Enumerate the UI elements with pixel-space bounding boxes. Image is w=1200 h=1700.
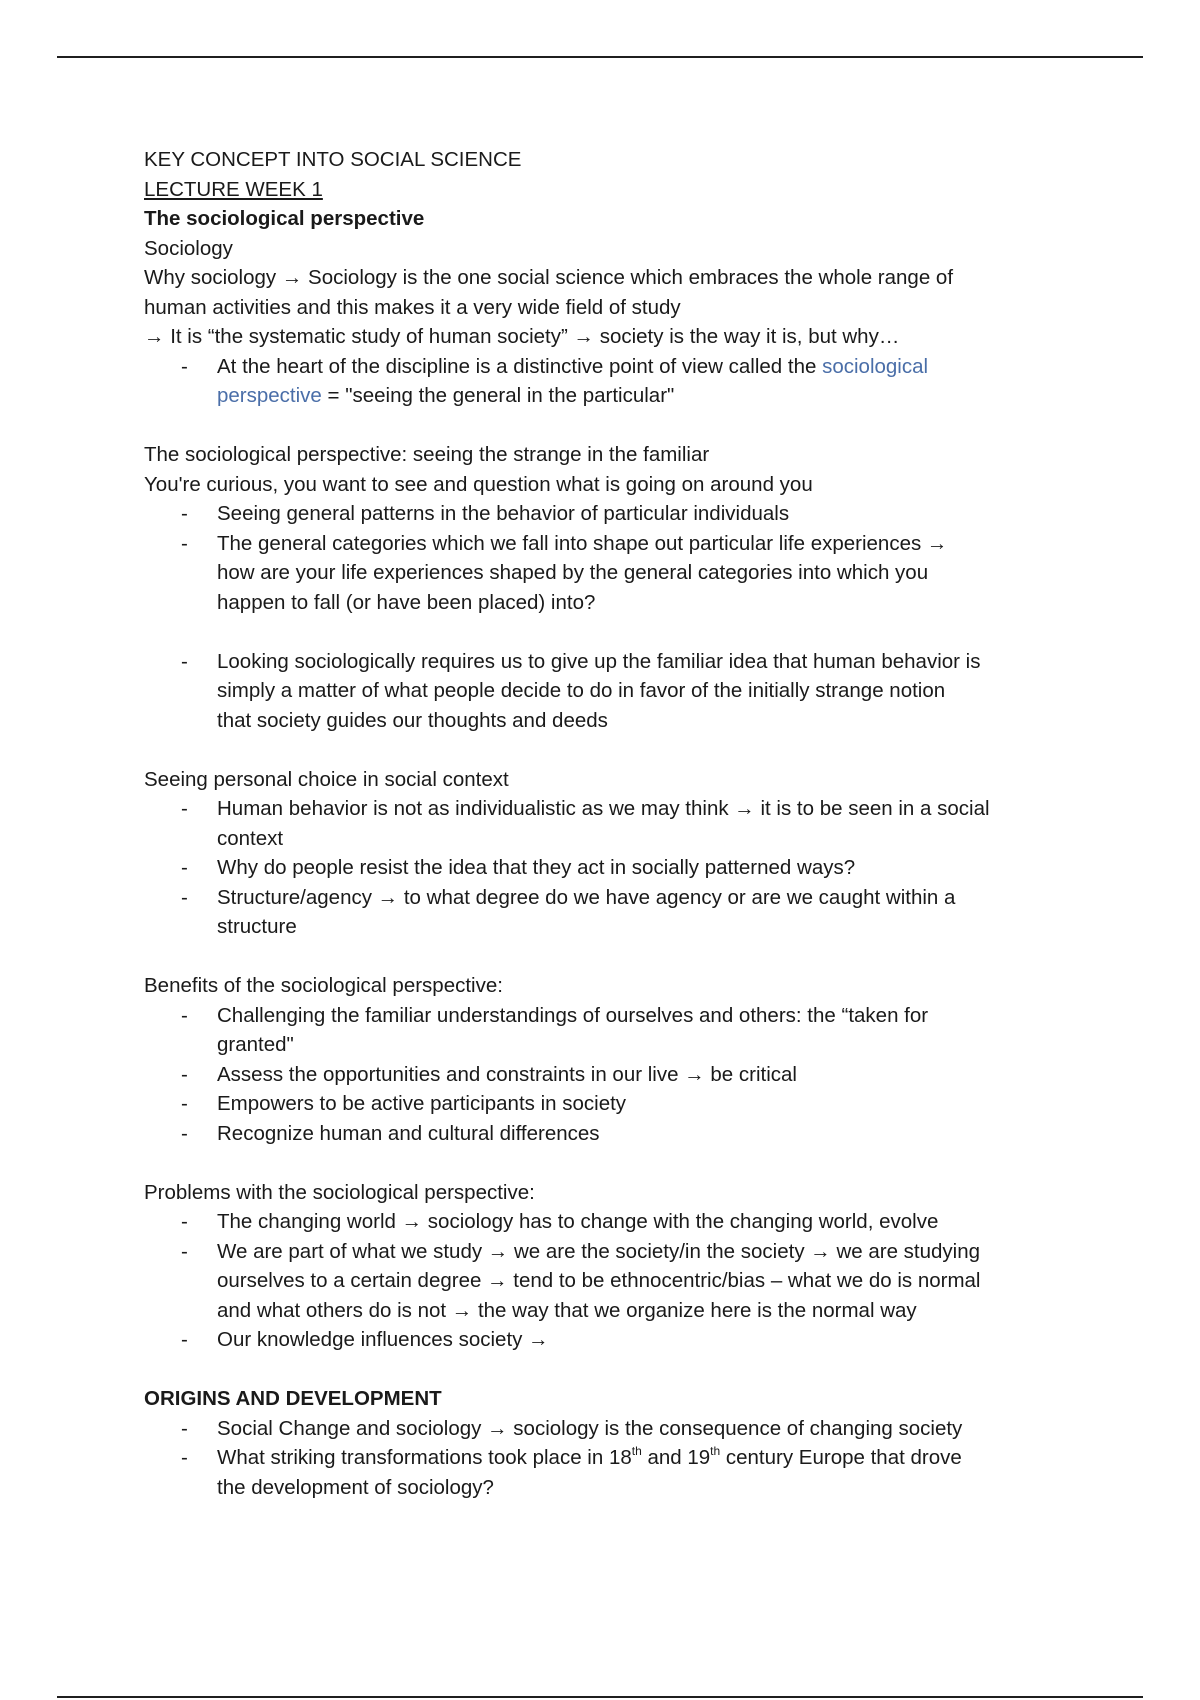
list-item: [144, 853, 1074, 883]
subheading-sociology: Sociology: [144, 236, 233, 260]
bullet-text: and what others do is not → the way that we organize here is the normal way: [217, 1298, 917, 1322]
list-item: [144, 883, 1074, 942]
dash-bullet: -: [181, 1062, 188, 1086]
intro-line: → It is “the systematic study of human society” → society is the way it is, but why…: [144, 325, 900, 348]
bullet-text: century Europe that drove: [720, 1446, 962, 1469]
bullet-text: ourselves to a certain degree → tend to be ethnocentric/bias – what we do is normal: [217, 1269, 981, 1292]
bullet-text: Human behavior is not as individualistic as we may think → it is to be seen in a social: [217, 797, 990, 820]
list-item: [144, 529, 1074, 618]
list-item: [144, 1207, 1074, 1237]
dash-bullet: -: [181, 1446, 188, 1469]
bullet-text: happen to fall (or have been placed) into?: [217, 590, 596, 614]
bullet-text: What striking transformations took place in 18: [217, 1446, 632, 1469]
origins-heading: ORIGINS AND DEVELOPMENT: [144, 1387, 442, 1410]
dash-bullet: -: [181, 649, 188, 673]
strange-list: [144, 499, 1074, 617]
dash-bullet: -: [181, 1210, 188, 1233]
bullet-text: context: [217, 826, 284, 850]
strange-lead: You're curious, you want to see and question what is going on around you: [144, 472, 813, 496]
list-item: [144, 1089, 1074, 1119]
header-rule: [57, 56, 1143, 58]
intro-line: human activities and this makes it a very wide field of study: [144, 295, 681, 319]
bullet-text: The general categories which we fall into shape out particular life experiences →: [217, 531, 948, 555]
dash-bullet: -: [181, 885, 188, 909]
dash-bullet: -: [181, 1416, 188, 1440]
dash-bullet: -: [181, 797, 188, 820]
dash-bullet: -: [181, 1328, 188, 1351]
dash-bullet: -: [181, 1003, 188, 1027]
bullet-text: and 19: [641, 1446, 711, 1469]
bullet-text: = "seeing the general in the particular": [321, 384, 675, 407]
superscript: th: [710, 1444, 721, 1459]
list-item: [144, 1237, 1074, 1326]
superscript: th: [631, 1444, 642, 1459]
list-item: [144, 1414, 1074, 1444]
bullet-text: The changing world → sociology has to change with the changing world, evolve: [217, 1210, 939, 1233]
dash-bullet: -: [181, 856, 188, 879]
sociological-perspective-link[interactable]: perspective: [217, 384, 322, 407]
list-item: [144, 1119, 1074, 1149]
benefits-heading: Benefits of the sociological perspective:: [144, 974, 503, 997]
bullet-text: Why do people resist the idea that they act in socially patterned ways?: [217, 856, 856, 879]
list-item: [144, 1325, 1074, 1355]
strange-heading: The sociological perspective: seeing the strange in the familiar: [144, 443, 710, 466]
list-item: [144, 794, 1074, 853]
problems-heading: Problems with the sociological perspective:: [144, 1180, 535, 1204]
bullet-text: structure: [217, 915, 297, 938]
list-item: [144, 499, 1074, 529]
sociological-perspective-link[interactable]: sociological: [822, 354, 929, 378]
bullet-text: granted": [217, 1033, 294, 1056]
lecture-label: LECTURE WEEK 1: [144, 177, 323, 201]
bullet-text: At the heart of the discipline is a distinctive point of view called the: [217, 354, 823, 378]
bullet-text: how are your life experiences shaped by the general categories into which you: [217, 561, 929, 584]
intro-list: [144, 352, 1074, 411]
document-body: [144, 145, 1074, 1502]
list-item: [144, 1060, 1074, 1090]
bullet-text: Looking sociologically requires us to give up the familiar idea that human behavior is: [217, 649, 981, 673]
footer-rule: [57, 1696, 1143, 1698]
bullet-text: that society guides our thoughts and deeds: [217, 708, 608, 732]
bullet-text: We are part of what we study → we are the society/in the society → we are studying: [217, 1239, 981, 1263]
dash-bullet: -: [181, 1092, 188, 1115]
strange-list-2: [144, 647, 1074, 736]
dash-bullet: -: [181, 502, 188, 525]
bullet-text: Our knowledge influences society →: [217, 1328, 549, 1351]
choice-heading: Seeing personal choice in social context: [144, 767, 509, 791]
section-title: The sociological perspective: [144, 207, 425, 230]
dash-bullet: -: [181, 531, 188, 555]
bullet-text: Challenging the familiar understandings of ourselves and others: the “taken for: [217, 1003, 929, 1027]
course-title: KEY CONCEPT INTO SOCIAL SCIENCE: [144, 148, 522, 171]
choice-list: [144, 794, 1074, 942]
bullet-text: simply a matter of what people decide to do in favor of the initially strange notion: [217, 679, 946, 702]
bullet-text: Structure/agency → to what degree do we have agency or are we caught within a: [217, 885, 956, 909]
bullet-text: Assess the opportunities and constraints in our live → be critical: [217, 1062, 797, 1086]
list-item: [144, 1443, 1074, 1502]
dash-bullet: -: [181, 1239, 188, 1263]
list-item: [144, 647, 1074, 736]
dash-bullet: -: [181, 1121, 188, 1145]
intro-line: Why sociology → Sociology is the one social science which embraces the whole range of: [144, 266, 954, 289]
bullet-text: Social Change and sociology → sociology is the consequence of changing society: [217, 1416, 963, 1440]
problems-list: [144, 1207, 1074, 1355]
bullet-text: the development of sociology?: [217, 1475, 494, 1499]
list-item: [144, 1001, 1074, 1060]
list-item: [144, 352, 1074, 411]
bullet-text: Empowers to be active participants in society: [217, 1092, 627, 1115]
benefits-list: [144, 1001, 1074, 1149]
origins-list: [144, 1414, 1074, 1503]
dash-bullet: -: [181, 354, 188, 378]
bullet-text: Seeing general patterns in the behavior of particular individuals: [217, 502, 790, 525]
bullet-text: Recognize human and cultural differences: [217, 1121, 600, 1145]
